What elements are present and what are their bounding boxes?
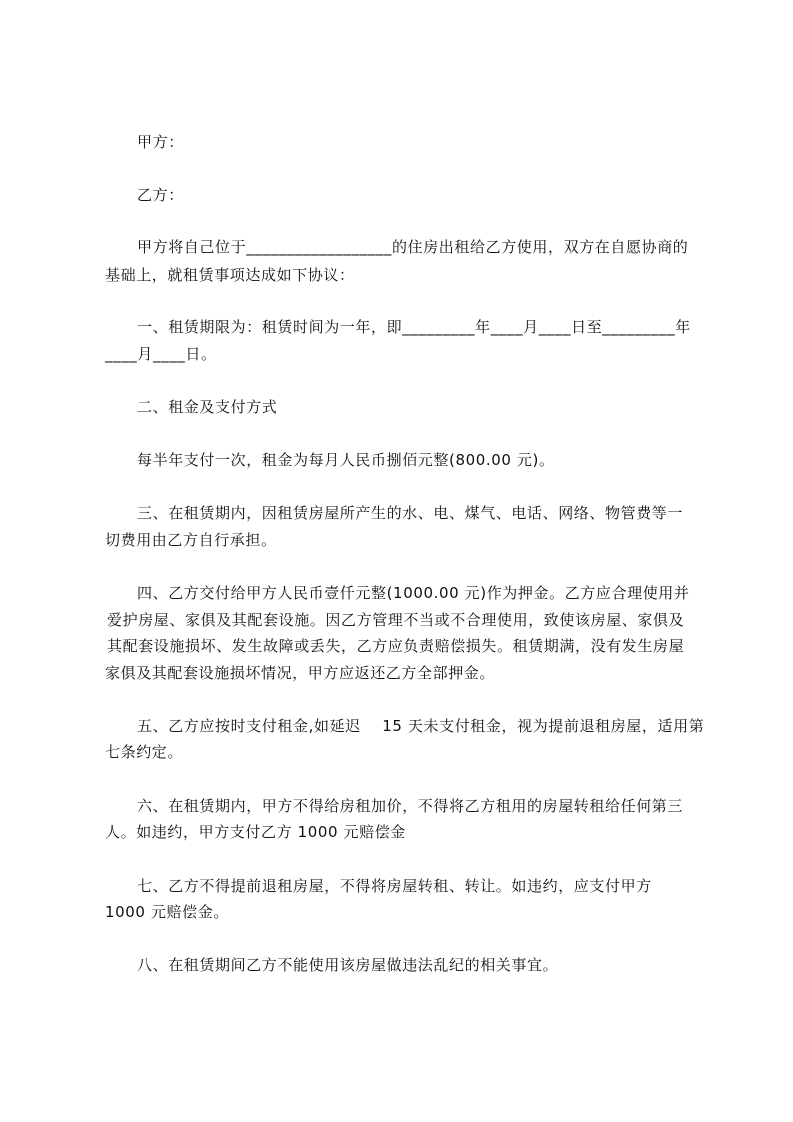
- clause-4-line-1: 四、乙方交付给甲方人民币壹仟元整(1000.00 元)作为押金。乙方应合理使用并: [137, 584, 690, 602]
- party-b-label: 乙方：: [137, 186, 184, 204]
- clause-3-line-1: 三、在租赁期内，因租赁房屋所产生的水、电、煤气、电话、网络、物管费等一: [137, 504, 684, 522]
- clause-5-line-2: 七条约定。: [105, 743, 184, 761]
- clause-4-line-3: 其配套设施损坏、发生故障或丢失，乙方应负责赔偿损失。租赁期满，没有发生房屋: [107, 637, 685, 655]
- clause-7-line-1: 七、乙方不得提前退租房屋，不得将房屋转租、转让。如违约，应支付甲方: [137, 877, 652, 895]
- clause-6-line-1: 六、在租赁期内，甲方不得给房租加价，不得将乙方租用的房屋转租给任何第三: [137, 797, 684, 815]
- clause-8: 八、在租赁期间乙方不能使用该房屋做违法乱纪的相关事宜。: [137, 956, 559, 974]
- intro-line-2: 基础上，就租赁事项达成如下协议：: [105, 266, 355, 284]
- clause-2-title: 二、租金及支付方式: [137, 398, 278, 416]
- clause-4-line-2: 爱护房屋、家俱及其配套设施。因乙方管理不当或不合理使用，致使该房屋、家俱及: [107, 611, 685, 629]
- clause-4-line-4: 家俱及其配套设施损坏情况，甲方应返还乙方全部押金。: [105, 664, 496, 682]
- clause-6-line-2: 人。如违约，甲方支付乙方 1000 元赔偿金: [105, 823, 406, 841]
- clause-1-line-2: ____月____日。: [105, 345, 217, 363]
- clause-3-line-2: 切费用由乙方自行承担。: [105, 531, 277, 549]
- clause-5-line-1: 五、乙方应按时支付租金,如延迟 15 天未支付租金，视为提前退租房屋，适用第: [137, 717, 705, 735]
- clause-2-body: 每半年支付一次，租金为每月人民币捌佰元整(800.00 元)。: [137, 451, 555, 469]
- party-a-label: 甲方：: [137, 133, 184, 151]
- clause-1-line-1: 一、租赁期限为：租赁时间为一年，即_________年____月____日至_________年: [137, 318, 691, 336]
- clause-7-line-2: 1000 元赔偿金。: [105, 903, 229, 921]
- intro-line-1: 甲方将自己位于__________________的住房出租给乙方使用，双方在自愿协商的: [137, 238, 689, 256]
